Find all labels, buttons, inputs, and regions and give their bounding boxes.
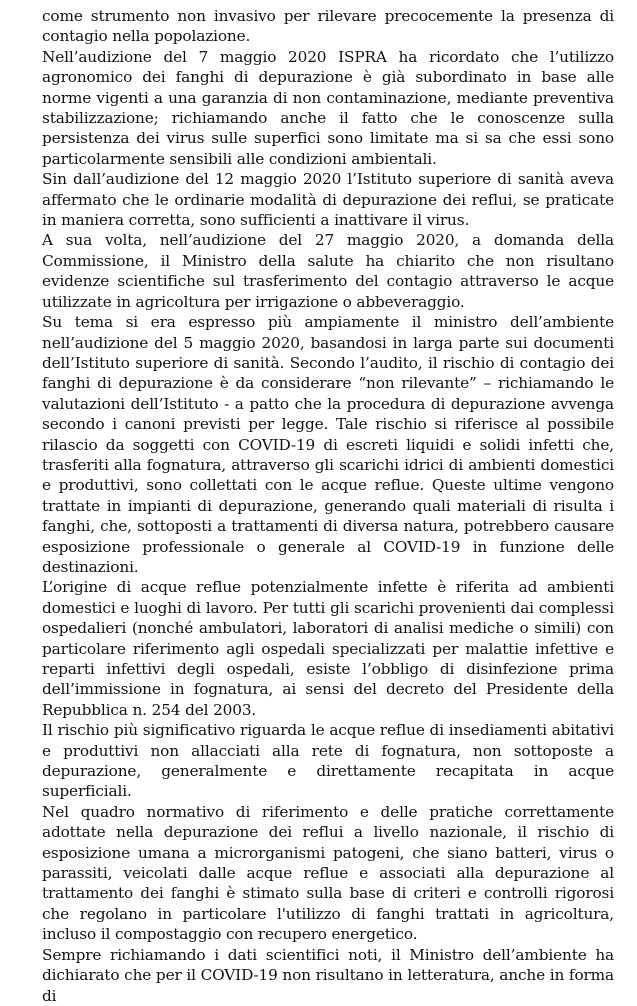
paragraph-regulatory-framework: Nel quadro normativo di riferimento e delle pratiche correttamente adottate nella depurazione dei reflui a livello nazionale, il rischio di esposizione umana a microrganismi patogeni, che siano batteri, virus o parassiti, veicolati dalle acque reflue e associati alla depurazione al trattamento dei fanghi è stimato sulla base di criteri e controlli rigorosi che regolano in particolare l'utilizzo di fanghi trattati in agricoltura, incluso il compostaggio con recupero energetico.	[42, 802, 614, 944]
paragraph-wastewater-origin: L’origine di acque reflue potenzialmente infette è riferita ad ambienti domestici e luoghi di lavoro. Per tutti gli scarichi provenienti dai complessi ospedalieri (nonché ambulatori, laboratori di analisi mediche o simili) con particolare riferimento agli ospedali specializzati per malattie infettive e reparti infettivi degli ospedali, esiste l’obbligo di disinfezione prima dell’immissione in fognatura, ai sensi del decreto del Presidente della Repubblica n. 254 del 2003.	[42, 578, 614, 719]
paragraph-iss-hearing: Sin dall’audizione del 12 maggio 2020 l’Istituto superiore di sanità aveva affermato che le ordinarie modalità di depurazione dei reflui, se praticate in maniera corretta, sono sufficienti a inattivare il virus.	[42, 170, 614, 230]
paragraph-ispra-hearing: Nell’audizione del 7 maggio 2020 ISPRA ha ricordato che l’utilizzo agronomico dei fanghi di depurazione è già subordinato in base alle norme vigenti a una garanzia di non contaminazione, mediante preventiva stabilizzazione; richiamando anche il fatto che le conoscenze sulla persistenza dei virus sulle superfici sono limitate ma si sa che essi sono particolarmente sensibili alle condizioni ambientali.	[42, 47, 614, 168]
paragraph-health-minister-hearing: A sua volta, nell’audizione del 27 maggio 2020, a domanda della Commissione, il Ministro della salute ha chiarito che non risultano evidenze scientifiche sul trasferimento del contagio attraverso le acque utilizzate in agricoltura per irrigazione o abbeveraggio.	[42, 231, 614, 311]
paragraph-scientific-data: Sempre richiamando i dati scientifici noti, il Ministro dell’ambiente ha dichiarato che per il COVID-19 non risultano in letteratura, anche in forma di	[42, 945, 614, 1005]
paragraph-significant-risk: Il rischio più significativo riguarda le acque reflue di insediamenti abitativi e produttivi non allacciati alla rete di fognatura, non sottoposte a depurazione, generalmente e direttamente recapitata in acque superficiali.	[42, 721, 614, 801]
paragraph-environment-minister-hearing: Su tema si era espresso più ampiamente il ministro dell’ambiente nell’audizione del 5 maggio 2020, basandosi in larga parte sui documenti dell’Istituto superiore di sanità. Secondo l’audito, il rischio di contagio dei fanghi di depurazione è da considerare “non rilevante” – richiamando le valutazioni dell’Istituto - a patto che la procedura di depurazione avvenga secondo i canoni previsti per legge. Tale rischio si riferisce al possibile rilascio da soggetti con COVID-19 di escreti liquidi e solidi infetti che, trasferiti alla fognatura, attraverso gli scarichi idrici di ambienti domestici e produttivi, sono collettati con le acque reflue. Queste ultime vengono trattate in impianti di depurazione, generando quali materiali di risulta i fanghi, che, sottoposti a trattamenti di diversa natura, potrebbero causare esposizione professionale o generale al COVID-19 in funzione delle destinazioni.	[42, 313, 614, 576]
document-page	[42, 6, 614, 1006]
paragraph-contagion-monitoring: come strumento non invasivo per rilevare precocemente la presenza di contagio nella popolazione.	[42, 7, 614, 46]
